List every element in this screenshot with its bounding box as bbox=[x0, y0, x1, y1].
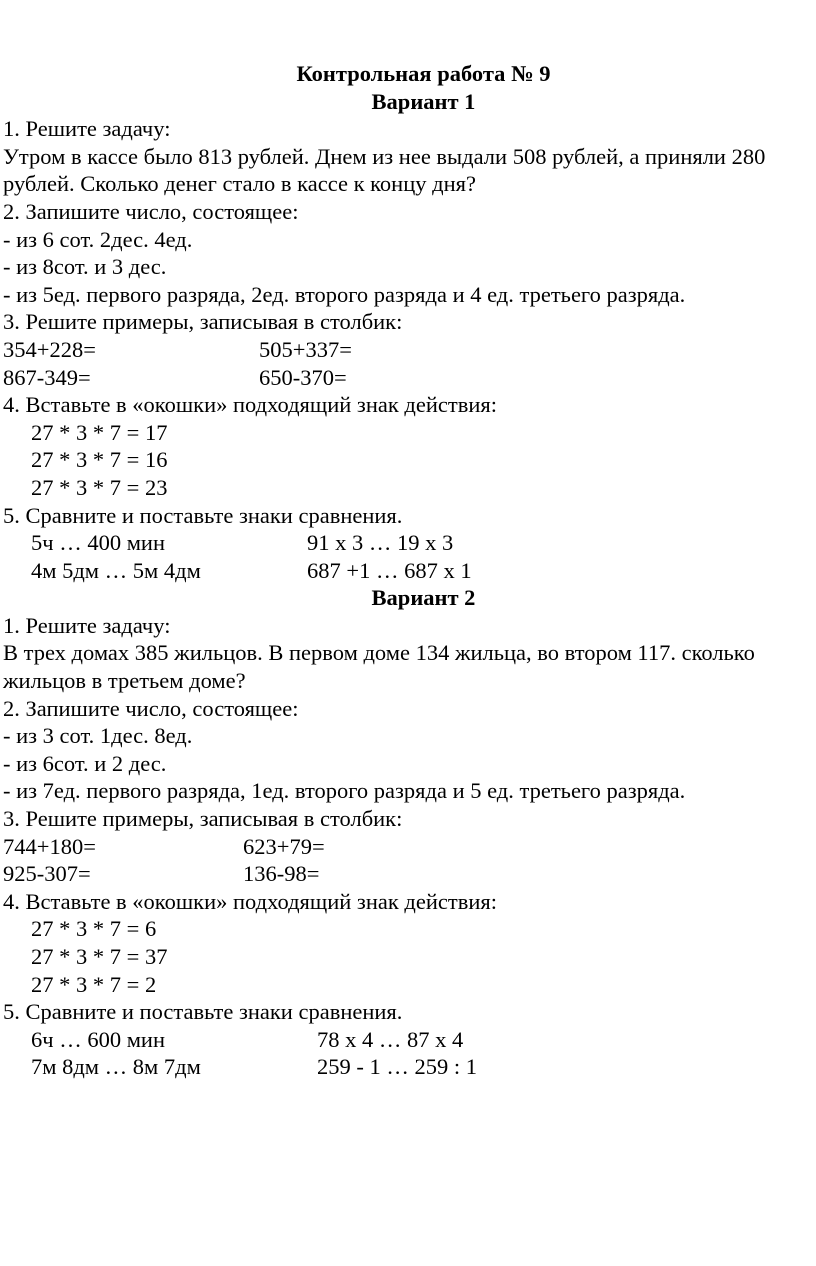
task-1-problem-text: Утром в кассе было 813 рублей. Днем из нее выдали 508 рублей, а приняли 280 рублей. Сколько денег стало в кассе к концу дня? bbox=[3, 143, 766, 197]
example-expression: 867-349= bbox=[3, 364, 91, 390]
task-1-problem-text: В трех домах 385 жильцов. В первом доме 134 жильца, во втором 117. сколько жильцов в третьем доме? bbox=[3, 640, 755, 694]
task-4-label: 4. Вставьте в «окошки» подходящий знак действия: bbox=[3, 888, 497, 914]
comparison-item: 4м 5дм … 5м 4дм bbox=[31, 557, 201, 583]
task-4-equation: 27 * 3 * 7 = 2 bbox=[31, 971, 157, 997]
comparison-item: 259 - 1 … 259 : 1 bbox=[317, 1054, 477, 1080]
example-expression: 623+79= bbox=[243, 833, 325, 859]
task-2-item: - из 6сот. и 2 дес. bbox=[3, 750, 167, 776]
page-title: Контрольная работа № 9 bbox=[296, 61, 551, 86]
task-5-row bbox=[0, 557, 816, 585]
task-3-row bbox=[0, 860, 816, 888]
variant-heading: Вариант 2 bbox=[371, 585, 476, 611]
task-3-label: 3. Решите примеры, записывая в столбик: bbox=[3, 806, 403, 832]
comparison-item: 6ч … 600 мин bbox=[31, 1026, 166, 1052]
comparison-item: 7м 8дм … 8м 7дм bbox=[31, 1054, 201, 1080]
task-2-item: - из 3 сот. 1дес. 8ед. bbox=[3, 723, 193, 749]
example-expression: 925-307= bbox=[3, 861, 91, 887]
task-2-label: 2. Запишите число, состоящее: bbox=[3, 695, 299, 721]
task-2-item: - из 7ед. первого разряда, 1ед. второго разряда и 5 ед. третьего разряда. bbox=[3, 778, 686, 804]
variant-1-section bbox=[0, 88, 816, 585]
task-3-row bbox=[0, 833, 816, 861]
variant-2-section bbox=[0, 584, 816, 1081]
task-4-equation: 27 * 3 * 7 = 17 bbox=[31, 419, 168, 445]
example-expression: 136-98= bbox=[243, 861, 320, 887]
comparison-item: 78 х 4 … 87 х 4 bbox=[317, 1026, 464, 1052]
task-2-item: - из 6 сот. 2дес. 4ед. bbox=[3, 226, 193, 252]
task-2-label: 2. Запишите число, состоящее: bbox=[3, 198, 299, 224]
task-4-equation: 27 * 3 * 7 = 37 bbox=[31, 944, 168, 969]
task-1-label: 1. Решите задачу: bbox=[3, 116, 171, 142]
comparison-item: 91 х 3 … 19 х 3 bbox=[307, 530, 454, 556]
task-5-label: 5. Сравните и поставьте знаки сравнения. bbox=[3, 502, 403, 528]
task-3-row bbox=[0, 336, 816, 364]
variant-heading: Вариант 1 bbox=[371, 88, 476, 114]
example-expression: 505+337= bbox=[259, 336, 352, 362]
task-3-row bbox=[0, 364, 816, 392]
task-5-row bbox=[0, 1053, 816, 1081]
task-2-item: - из 5ед. первого разряда, 2ед. второго разряда и 4 ед. третьего разряда. bbox=[3, 281, 686, 307]
task-4-equation: 27 * 3 * 7 = 23 bbox=[31, 474, 168, 500]
task-5-row bbox=[0, 1026, 816, 1054]
example-expression: 744+180= bbox=[3, 833, 96, 859]
example-expression: 354+228= bbox=[3, 336, 96, 362]
task-5-label: 5. Сравните и поставьте знаки сравнения. bbox=[3, 999, 403, 1025]
task-4-equation: 27 * 3 * 7 = 6 bbox=[31, 916, 157, 942]
task-4-label: 4. Вставьте в «окошки» подходящий знак действия: bbox=[3, 392, 497, 418]
comparison-item: 687 +1 … 687 х 1 bbox=[307, 557, 472, 583]
example-expression: 650-370= bbox=[259, 364, 347, 390]
task-3-label: 3. Решите примеры, записывая в столбик: bbox=[3, 309, 403, 335]
task-4-equation: 27 * 3 * 7 = 16 bbox=[31, 447, 168, 473]
comparison-item: 5ч … 400 мин bbox=[31, 530, 166, 556]
worksheet-page bbox=[0, 60, 816, 1081]
task-5-row bbox=[0, 529, 816, 557]
task-1-label: 1. Решите задачу: bbox=[3, 612, 171, 638]
task-2-item: - из 8сот. и 3 дес. bbox=[3, 254, 167, 280]
